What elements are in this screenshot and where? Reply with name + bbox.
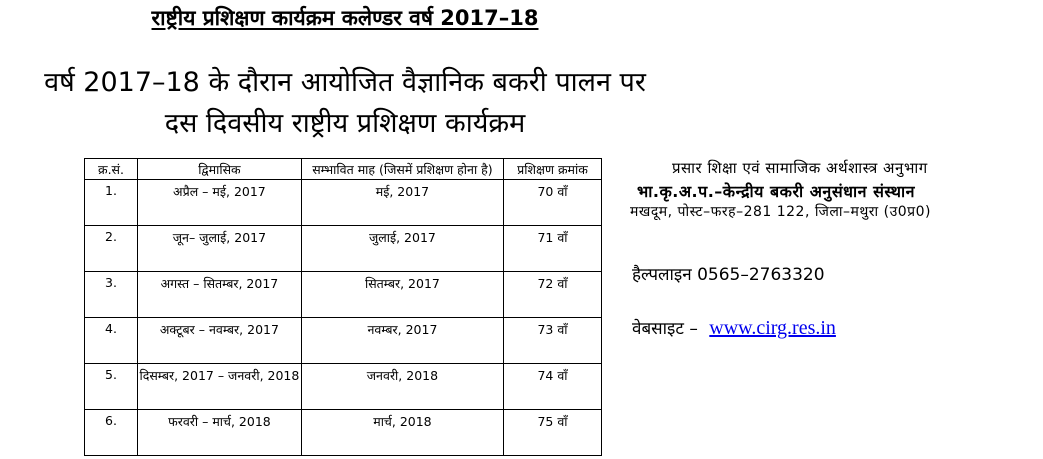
contact-block (626, 158, 1036, 221)
cell-month: मार्च, 2018 (301, 410, 503, 456)
cell-month: नवम्बर, 2017 (301, 318, 503, 364)
header-bimonthly: द्विमासिक (137, 159, 301, 180)
website-link[interactable]: www.cirg.res.in (709, 317, 836, 339)
cell-serial: 1. (85, 180, 138, 226)
program-heading-line-1: वर्ष 2017–18 के दौरान आयोजित वैज्ञानिक बकरी पालन पर (44, 67, 646, 98)
website-line (632, 316, 836, 340)
cell-month: जनवरी, 2018 (301, 364, 503, 410)
institute-name: भा.कृ.अ.प.–केन्द्रीय बकरी अनुसंधान संस्थान (637, 182, 916, 201)
training-calendar-table (84, 158, 602, 456)
department-name: प्रसार शिक्षा एवं सामाजिक अर्थशास्त्र अनुभाग (672, 159, 928, 177)
table-row (85, 364, 602, 410)
header-probable-month: सम्भावित माह (जिसमें प्रशिक्षण होना है) (301, 159, 503, 180)
cell-serial: 6. (85, 410, 138, 456)
program-heading-line-2: दस दिवसीय राष्ट्रीय प्रशिक्षण कार्यक्रम (164, 108, 526, 139)
cell-bimonthly: अक्टूबर – नवम्बर, 2017 (137, 318, 301, 364)
cell-serial: 4. (85, 318, 138, 364)
cell-training-number: 71 वॉं (504, 226, 602, 272)
table-row (85, 272, 602, 318)
cell-training-number: 74 वॉं (504, 364, 602, 410)
institute-address: मखदूम, पोस्ट–फरह–281 122, जिला–मथुरा (उ0प्र0) (630, 204, 931, 220)
cell-serial: 2. (85, 226, 138, 272)
cell-month: जुलाई, 2017 (301, 226, 503, 272)
table-row (85, 318, 602, 364)
helpline: हैल्पलाइन 0565–2763320 (632, 265, 825, 285)
header-training-number: प्रशिक्षण क्रमांक (504, 159, 602, 180)
cell-serial: 5. (85, 364, 138, 410)
cell-training-number: 73 वॉं (504, 318, 602, 364)
cell-training-number: 72 वॉं (504, 272, 602, 318)
cell-training-number: 75 वॉं (504, 410, 602, 456)
cell-bimonthly: दिसम्बर, 2017 – जनवरी, 2018 (137, 364, 301, 410)
table-header-row (85, 159, 602, 180)
cell-training-number: 70 वॉं (504, 180, 602, 226)
cell-month: मई, 2017 (301, 180, 503, 226)
table-row (85, 180, 602, 226)
cell-month: सितम्बर, 2017 (301, 272, 503, 318)
cell-bimonthly: अप्रैल – मई, 2017 (137, 180, 301, 226)
table-row (85, 410, 602, 456)
cell-bimonthly: जून– जुलाई, 2017 (137, 226, 301, 272)
website-label: वेबसाइट – (632, 319, 698, 339)
cell-bimonthly: अगस्त – सितम्बर, 2017 (137, 272, 301, 318)
cell-bimonthly: फरवरी – मार्च, 2018 (137, 410, 301, 456)
header-serial-no: क्र.सं. (85, 159, 138, 180)
table-row (85, 226, 602, 272)
cell-serial: 3. (85, 272, 138, 318)
page-title: राष्ट्रीय प्रशिक्षण कार्यक्रम कलेण्डर वर्ष 2017–18 (151, 6, 539, 30)
